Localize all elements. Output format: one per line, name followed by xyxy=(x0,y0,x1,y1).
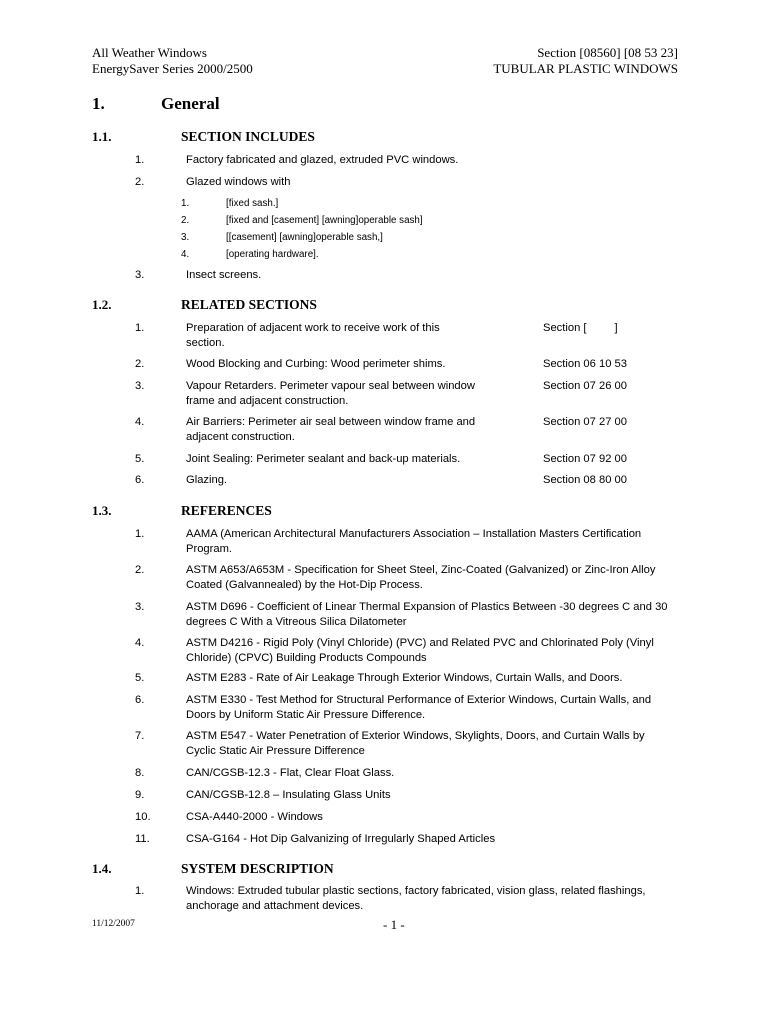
item-number: 1. xyxy=(135,885,145,897)
sub-item-number: 3. xyxy=(181,232,190,243)
item-number: 8. xyxy=(135,767,145,779)
section-number: 1.4. xyxy=(92,861,112,876)
item-text: Air Barriers: Perimeter air seal between window frame and adjacent construction. xyxy=(186,416,476,443)
item-text: Joint Sealing: Perimeter sealant and back-up materials. xyxy=(186,453,461,465)
item-number: 3. xyxy=(135,380,145,392)
section-reference: Section 08 80 00 xyxy=(543,474,627,486)
item-number: 6. xyxy=(135,694,145,706)
footer-date: 11/12/2007 xyxy=(92,919,135,929)
item-number: 3. xyxy=(135,601,145,613)
item-text: Vapour Retarders. Perimeter vapour seal between window frame and adjacent construction. xyxy=(186,380,475,407)
item-text: Preparation of adjacent work to receive work of this section. xyxy=(186,322,440,349)
item-number: 11. xyxy=(135,833,150,845)
item-text: Glazed windows with xyxy=(186,176,291,188)
page-number: - 1 - xyxy=(383,917,405,932)
item-number: 5. xyxy=(135,453,145,465)
header-section-number: Section [08560] [08 53 23] xyxy=(537,45,678,60)
item-text: Insect screens. xyxy=(186,269,262,281)
item-number: 2. xyxy=(135,176,145,188)
section-reference: Section 07 26 00 xyxy=(543,380,627,392)
sub-item-number: 2. xyxy=(181,215,190,226)
item-number: 6. xyxy=(135,474,145,486)
section-number: 1.3. xyxy=(92,503,112,518)
sub-item-number: 1. xyxy=(181,198,190,209)
sub-item-number: 4. xyxy=(181,249,190,260)
item-number: 10. xyxy=(135,811,151,823)
item-text: ASTM E283 - Rate of Air Leakage Through Exterior Windows, Curtain Walls, and Doors. xyxy=(186,672,623,684)
item-number: 4. xyxy=(135,637,145,649)
item-text: ASTM E547 - Water Penetration of Exterior Windows, Skylights, Doors, and Curtain Walls by Cyclic Static Air Pressure Difference xyxy=(186,730,645,757)
section-title: SECTION INCLUDES xyxy=(181,129,315,144)
item-number: 2. xyxy=(135,358,145,370)
item-text: Glazing. xyxy=(186,474,228,486)
sub-item-text: [fixed sash.] xyxy=(226,198,279,209)
section-number: 1.1. xyxy=(92,129,112,144)
item-text: CAN/CGSB-12.8 – Insulating Glass Units xyxy=(186,789,391,801)
item-text: Wood Blocking and Curbing: Wood perimeter shims. xyxy=(186,358,446,370)
item-number: 1. xyxy=(135,154,145,166)
item-number: 7. xyxy=(135,730,145,742)
section-title: SYSTEM DESCRIPTION xyxy=(181,861,334,876)
item-text: ASTM E330 - Test Method for Structural Performance of Exterior Windows, Curtain Walls, and Doors by Uniform Static Air Pressure Difference. xyxy=(186,694,652,721)
sub-item-text: [fixed and [casement] [awning]operable sash] xyxy=(226,215,423,226)
header-section-title: TUBULAR PLASTIC WINDOWS xyxy=(493,61,678,76)
header-series: EnergySaver Series 2000/2500 xyxy=(92,61,253,76)
item-text: Factory fabricated and glazed, extruded PVC windows. xyxy=(186,154,459,166)
section-reference: Section 06 10 53 xyxy=(543,358,627,370)
item-text: CAN/CGSB-12.3 - Flat, Clear Float Glass. xyxy=(186,767,395,779)
item-number: 1. xyxy=(135,528,145,540)
item-number: 2. xyxy=(135,564,145,576)
header-company: All Weather Windows xyxy=(92,45,207,60)
item-number: 5. xyxy=(135,672,145,684)
part-title: General xyxy=(161,94,220,113)
item-text: ASTM D696 - Coefficient of Linear Thermal Expansion of Plastics Between -30 degrees C and 30 degrees C With a Vitreous Silica Dilatometer xyxy=(186,601,668,628)
section-title: REFERENCES xyxy=(181,503,272,518)
section-reference: Section 07 92 00 xyxy=(543,453,627,465)
item-number: 4. xyxy=(135,416,145,428)
item-number: 9. xyxy=(135,789,145,801)
item-text: ASTM D4216 - Rigid Poly (Vinyl Chloride) (PVC) and Related PVC and Chlorinated Poly (Vinyl Chloride) (CPVC) Building Products Compounds xyxy=(186,637,654,664)
item-text: CSA-G164 - Hot Dip Galvanizing of Irregularly Shaped Articles xyxy=(186,833,496,845)
section-reference: Section [ ] xyxy=(543,322,618,334)
item-text: ASTM A653/A653M - Specification for Sheet Steel, Zinc-Coated (Galvanized) or Zinc-Iron Alloy Coated (Galvannealed) by the Hot-Dip Process. xyxy=(186,564,656,591)
sub-item-text: [[casement] [awning]operable sash,] xyxy=(226,232,383,243)
part-number: 1. xyxy=(92,94,105,113)
section-reference: Section 07 27 00 xyxy=(543,416,627,428)
section-number: 1.2. xyxy=(92,297,112,312)
item-text: CSA-A440-2000 - Windows xyxy=(186,811,323,823)
sub-item-text: [operating hardware]. xyxy=(226,249,319,260)
item-text: AAMA (American Architectural Manufacturers Association – Installation Masters Certification Program. xyxy=(186,528,642,555)
item-text: Windows: Extruded tubular plastic sections, factory fabricated, vision glass, related flashings, anchorage and attachment devices. xyxy=(186,885,646,912)
section-title: RELATED SECTIONS xyxy=(181,297,317,312)
item-number: 1. xyxy=(135,322,145,334)
item-number: 3. xyxy=(135,269,145,281)
